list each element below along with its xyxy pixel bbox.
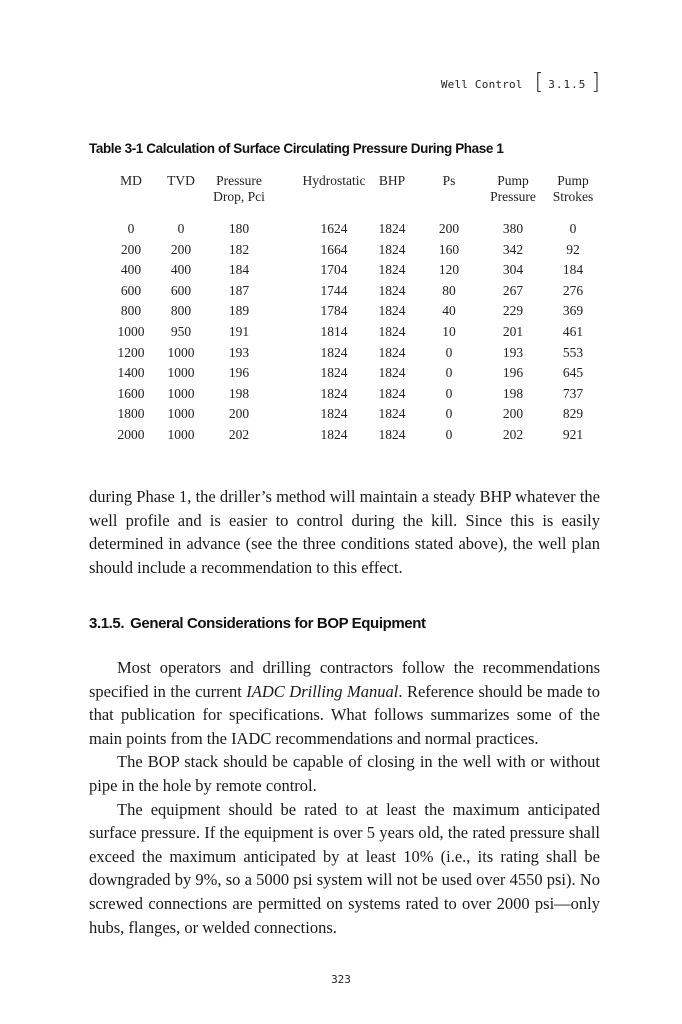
table-cell: 0: [445, 426, 453, 442]
table-cell: 645: [562, 365, 584, 381]
table-row: [89, 242, 609, 263]
running-head-close-bracket: ]: [591, 70, 600, 95]
running-head-open-bracket: [: [534, 70, 544, 95]
table-cell: 201: [502, 323, 524, 339]
table-cell: 198: [228, 385, 250, 401]
section-title: General Considerations for BOP Equipment: [130, 615, 426, 632]
table-cell: 1000: [167, 385, 195, 401]
table-cell: 1814: [320, 323, 348, 339]
table-cell: 1824: [378, 426, 406, 442]
table-cell: 921: [562, 426, 584, 442]
table-cell: 1824: [378, 221, 406, 236]
table-header-cell: BHP: [378, 173, 406, 188]
table-cell: 1824: [378, 282, 406, 298]
table-header-cell: Pressure Drop, Pci: [213, 173, 265, 204]
table-cell: 950: [170, 323, 192, 339]
table-cell: 1824: [320, 406, 348, 422]
table-header-cell: TVD: [167, 173, 195, 188]
table-cell: 829: [562, 406, 584, 422]
section-heading: [89, 615, 426, 632]
table-cell: 1824: [378, 323, 406, 339]
table-cell: 0: [127, 221, 135, 236]
table-cell: 1744: [320, 282, 348, 298]
table-cell: 1624: [320, 221, 348, 236]
continuation-text: [89, 485, 600, 579]
table-cell: 1824: [378, 344, 406, 360]
table-cell: 276: [562, 282, 584, 298]
table-cell: 187: [228, 282, 250, 298]
table-row: [89, 324, 609, 345]
table-cell: 202: [228, 426, 250, 442]
section-paragraph-2: The BOP stack should be capable of closing in the well with or without pipe in the hole by remote control.: [89, 752, 600, 795]
table-cell: 1824: [378, 241, 406, 257]
table-cell: 400: [120, 262, 142, 278]
table-cell: 198: [502, 385, 524, 401]
running-head-section-number: 3.1.5: [548, 77, 587, 91]
table-cell: 0: [445, 344, 453, 360]
running-head: [440, 70, 600, 95]
table-cell: 1000: [117, 323, 145, 339]
table-cell: 1784: [320, 303, 348, 319]
table-cell: 196: [228, 365, 250, 381]
table-cell: 342: [502, 241, 524, 257]
table-cell: 10: [442, 323, 456, 339]
table-row: [89, 406, 609, 427]
table-header-cell: Hydrostatic: [302, 173, 366, 188]
table-cell: 1824: [378, 385, 406, 401]
table-row: [89, 386, 609, 407]
table-cell: 160: [438, 241, 460, 257]
table-cell: 1824: [378, 303, 406, 319]
table-cell: 267: [502, 282, 524, 298]
table-cell: 1000: [167, 426, 195, 442]
table-cell: 200: [120, 241, 142, 257]
table-cell: 1600: [117, 385, 145, 401]
table-cell: 1000: [167, 344, 195, 360]
paragraph-1-text-a: Most operators and drilling contractors follow the recommendations specified in the current: [89, 658, 600, 701]
table-header-cell: Ps: [442, 173, 456, 188]
table-cell: 1400: [117, 365, 145, 381]
table-cell: 380: [502, 221, 524, 236]
table-cell: 1000: [167, 406, 195, 422]
section-paragraph-1: [89, 656, 600, 750]
table-cell: 2000: [117, 426, 145, 442]
table-cell: 1824: [320, 426, 348, 442]
table-cell: 200: [170, 241, 192, 257]
table-cell: 200: [502, 406, 524, 422]
table-cell: 189: [228, 303, 250, 319]
table-cell: 553: [562, 344, 584, 360]
table-cell: 1824: [320, 385, 348, 401]
table-cell: 182: [228, 241, 250, 257]
table-cell: 180: [228, 221, 250, 236]
table-cell: 80: [442, 282, 456, 298]
table-header-row: [89, 173, 609, 213]
table-cell: 600: [120, 282, 142, 298]
table-row: [89, 365, 609, 386]
table-cell: 1000: [167, 365, 195, 381]
table-cell: 193: [502, 344, 524, 360]
table-cell: 1824: [378, 406, 406, 422]
table-cell: 184: [562, 262, 584, 278]
table-row: [89, 283, 609, 304]
table-cell: 0: [445, 406, 453, 422]
table-cell: 202: [502, 426, 524, 442]
table-row: [89, 345, 609, 366]
table-cell: 800: [120, 303, 142, 319]
table-caption: Table 3-1 Calculation of Surface Circulating Pressure During Phase 1: [89, 141, 504, 156]
paragraph-1-text-b: . Reference should be made to that publication for specifications. What follows summarizes some of the main points from the IADC recommendations and normal practices.: [89, 681, 600, 748]
table-cell: 304: [502, 262, 524, 278]
table-cell: 191: [228, 323, 250, 339]
table-header-cell: Pump Pressure: [490, 173, 536, 204]
table-row: [89, 262, 609, 283]
section-paragraph-3: The equipment should be rated to at least the maximum anticipated surface pressure. If the equipment is over 5 years old, the rated pressure shall exceed the maximum anticipated by at least 10% (i.e., its rating shall be downgraded by 9%, so a 5000 psi system will not be used over 4550 psi). No screwed connections are permitted on systems rated to over 2000 psi—only hubs, flanges, or welded connections.: [89, 799, 600, 937]
table-row: [89, 303, 609, 324]
table-cell: 1664: [320, 241, 348, 257]
section-body: [89, 656, 600, 939]
table-cell: 737: [562, 385, 584, 401]
table-cell: 0: [569, 221, 577, 236]
table-header-cell: MD: [120, 173, 142, 188]
running-head-title: Well Control: [440, 77, 523, 91]
page-number: 323: [331, 973, 351, 986]
continuation-paragraph: during Phase 1, the driller’s method will maintain a steady BHP whatever the well profile and is easier to control during the kill. Since this is easily determined in advance (see the three conditions stated above), the well plan should include a recommendation to this effect.: [89, 487, 600, 577]
table-cell: 1824: [378, 365, 406, 381]
table-cell: 40: [442, 303, 456, 319]
table-cell: 1704: [320, 262, 348, 278]
table-cell: 800: [170, 303, 192, 319]
table-cell: 0: [445, 385, 453, 401]
table-cell: 1200: [117, 344, 145, 360]
table-cell: 184: [228, 262, 250, 278]
table-cell: 193: [228, 344, 250, 360]
table-cell: 229: [502, 303, 524, 319]
table-cell: 600: [170, 282, 192, 298]
table-cell: 1800: [117, 406, 145, 422]
iadc-manual-title: IADC Drilling Manual: [246, 681, 399, 701]
table-cell: 369: [562, 303, 584, 319]
table-cell: 200: [228, 406, 250, 422]
table-cell: 1824: [320, 365, 348, 381]
table-cell: 0: [177, 221, 185, 236]
table-cell: 0: [445, 365, 453, 381]
table-cell: 200: [438, 221, 460, 236]
table-row: [89, 427, 609, 448]
table-cell: 1824: [320, 344, 348, 360]
table-row: [89, 221, 609, 242]
data-table: [89, 173, 609, 442]
table-cell: 196: [502, 365, 524, 381]
section-number: 3.1.5.: [89, 615, 125, 632]
table-cell: 1824: [378, 262, 406, 278]
table-header-cell: Pump Strokes: [552, 173, 594, 204]
table-cell: 461: [562, 323, 584, 339]
table-cell: 92: [566, 241, 580, 257]
table-body: [89, 221, 609, 448]
table-cell: 400: [170, 262, 192, 278]
table-cell: 120: [438, 262, 460, 278]
